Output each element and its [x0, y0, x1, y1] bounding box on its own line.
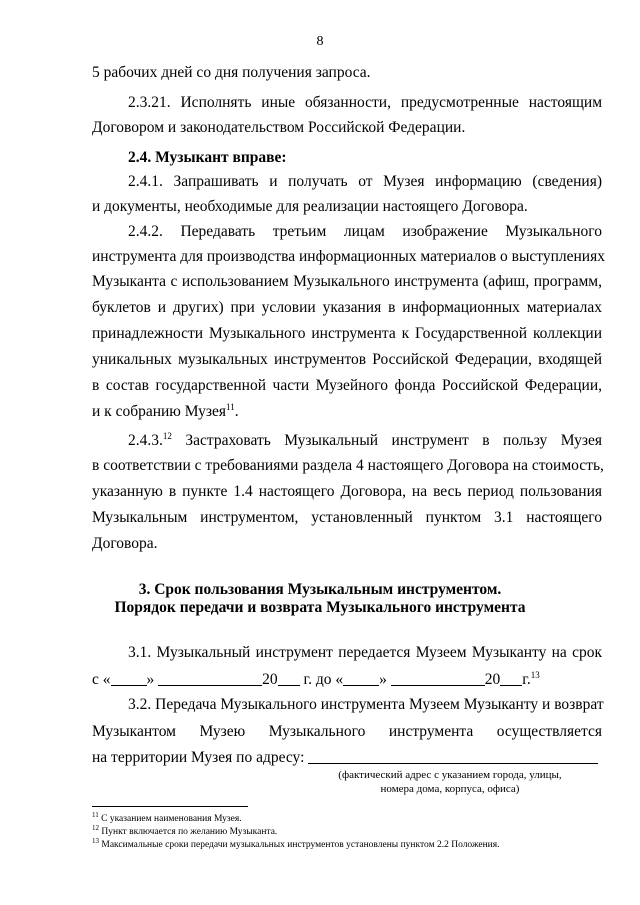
text-line: 3.2. Передача Музыкального инструмента Музеем Музыканту и возврат	[128, 696, 604, 713]
address-blank	[308, 749, 598, 764]
month-to-blank	[391, 671, 485, 686]
text-line: указанную в пункте 1.4 настоящего Договора, на весь период пользования	[92, 483, 602, 500]
text-line: 5 рабочих дней со дня получения запроса.	[92, 64, 371, 81]
text-line: 2.3.21. Исполнять иные обязанности, предусмотренные настоящим	[128, 94, 602, 111]
text-span: 2.4.3.	[128, 432, 163, 449]
text-line: в соответствии с требованиями раздела 4 настоящего Договора на стоимость,	[92, 457, 604, 474]
text-line	[128, 431, 602, 451]
text-line: Договором и законодательством Российской Федерации.	[92, 119, 466, 136]
text-line: буклетов и других) при условии указания в информационных материалах	[92, 299, 602, 316]
address-caption: номера дома, корпуса, офиса)	[380, 783, 520, 795]
text-span: »	[146, 671, 155, 688]
footnote-ref-13: 13	[530, 670, 540, 680]
year-to-blank	[500, 671, 522, 686]
footnote-text: Максимальные сроки передачи музыкальных инструментов установлены пунктом 2.2 Положения.	[99, 840, 500, 850]
footnote-number: 12	[92, 824, 99, 832]
section-3-title: 3. Срок пользования Музыкальным инструментом.	[138, 581, 502, 598]
text-line: в состав государственной части Музейного фонда Российской Федерации,	[92, 377, 602, 394]
date-range-line	[92, 670, 602, 690]
text-line: 2.4.2. Передавать третьим лицам изображение Музыкального	[128, 223, 602, 240]
text-line: 2.4.1. Запрашивать и получать от Музея информацию (сведения)	[128, 173, 602, 190]
text-span: .	[234, 403, 239, 420]
text-line: и документы, необходимые для реализации настоящего Договора.	[92, 198, 528, 215]
footnote	[92, 839, 612, 852]
text-line	[92, 402, 602, 422]
year-from-blank	[278, 671, 300, 686]
text-line: Музыканта с использованием Музыкального инструмента (афиш, программ,	[92, 273, 602, 290]
text-line: Музыкантом Музею Музыкального инструмента осуществляется	[92, 723, 602, 740]
address-line	[92, 748, 602, 768]
text-span: г.	[522, 671, 531, 688]
month-from-blank	[158, 671, 262, 686]
text-line: уникальных музыкальных инструментов Российской Федерации, входящей	[92, 351, 602, 368]
footnote-ref-11: 11	[226, 402, 235, 412]
footnote-ref-12: 12	[162, 431, 172, 441]
text-span: »	[379, 671, 387, 688]
footnote	[92, 826, 612, 839]
text-line: Договора.	[92, 535, 158, 552]
text-span: и к собранию Музея	[92, 403, 227, 420]
text-line: Музыкальным инструментом, установленный пунктом 3.1 настоящего	[92, 509, 602, 526]
text-line: принадлежности Музыкального инструмента к Государственной коллекции	[92, 325, 602, 342]
address-caption: (фактический адрес с указанием города, улицы,	[338, 769, 562, 781]
text-line: инструмента для производства информационных материалов о выступлениях	[92, 248, 605, 265]
page-number: 8	[316, 34, 324, 49]
footnote-text: С указанием наименования Музея.	[98, 814, 242, 824]
text-span: Застраховать Музыкальный инструмент в пользу Музея	[171, 432, 602, 449]
text-span: 20	[484, 671, 501, 688]
day-to-blank	[343, 671, 379, 686]
footnote	[92, 813, 612, 826]
day-from-blank	[111, 671, 147, 686]
text-span: на территории Музея по адресу:	[92, 749, 305, 766]
section-heading-2-4: 2.4. Музыкант вправе:	[128, 149, 287, 166]
footnote-number: 11	[92, 811, 99, 819]
text-span: с «	[92, 671, 111, 688]
text-span: 20	[262, 671, 278, 688]
text-span: г. до «	[303, 671, 344, 688]
footnote-number: 13	[92, 837, 99, 845]
text-line: 3.1. Музыкальный инструмент передается Музеем Музыканту на срок	[128, 644, 602, 661]
section-3-subtitle: Порядок передачи и возврата Музыкального инструмента	[114, 599, 526, 616]
footnote-separator	[92, 806, 248, 807]
footnote-text: Пункт включается по желанию Музыканта.	[99, 827, 278, 837]
